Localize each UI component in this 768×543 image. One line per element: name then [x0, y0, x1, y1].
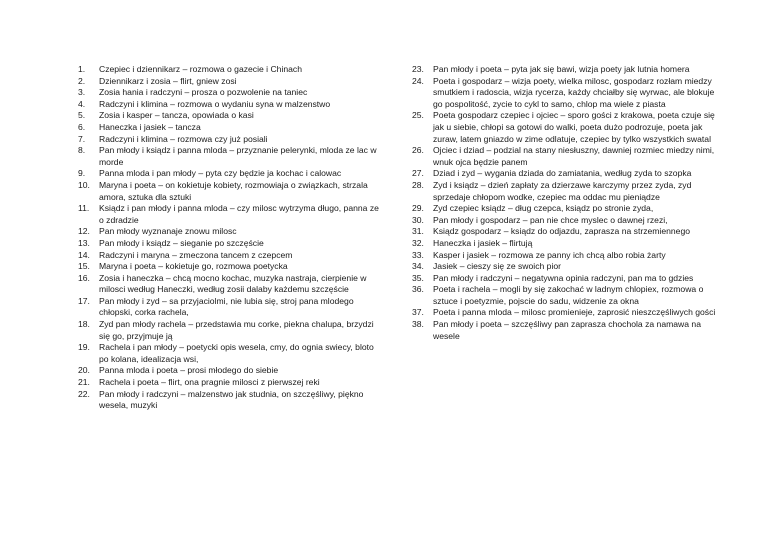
item-text: Maryna i poeta – kokietuje go, rozmowa poetycka: [99, 261, 288, 272]
list-item: [78, 319, 383, 342]
item-text: Maryna i poeta – on kokietuje kobiety, rozmowiaja o związkach, strzala amora, sztuka dla sztuki: [99, 179, 368, 202]
item-text: Poeta i gospodarz – wizja poety, wielka milosc, gospodarz rozłam miedzy smutkiem i radoscia, wizja rycerza, każdy chciałby się wyrwac, ale blokuje go pospolitość, zycie to cykl to samo, chlop ma wiele z piasta: [433, 75, 715, 109]
item-text: Panna mloda i poeta – prosi młodego do siebie: [99, 365, 279, 376]
item-text: Haneczka i jasiek – tancza: [99, 121, 201, 132]
item-number: 23.: [412, 64, 424, 74]
item-number: 12.: [78, 226, 90, 237]
item-number: 32.: [412, 237, 424, 248]
item-number: 22.: [78, 388, 90, 399]
list-item: [78, 168, 383, 180]
list-item: [412, 110, 724, 145]
item-number: 7.: [78, 133, 86, 144]
list-item: [78, 365, 383, 377]
item-number: 24.: [412, 75, 424, 86]
item-text: Dziad i zyd – wygania dziada do zamiatania, według zyda to szopka: [433, 168, 692, 179]
item-text: Zosia i kasper – tancza, opowiada o kasi: [99, 110, 254, 121]
list-item: [412, 238, 724, 250]
list-item: [78, 203, 383, 226]
item-text: Pan młody i gospodarz – pan nie chce myslec o dawnej rzezi,: [433, 214, 668, 225]
item-text: Czepiec i dziennikarz – rozmowa o gazecie i Chinach: [99, 64, 303, 74]
item-number: 11.: [78, 203, 90, 214]
item-number: 34.: [412, 261, 424, 272]
item-text: Zyd pan młody rachela – przedstawia mu corke, piekna chalupa, brzydzi się go, przyjmuje ją: [99, 319, 374, 341]
list-item: [412, 168, 724, 180]
item-number: 33.: [412, 249, 424, 260]
item-number: 36.: [412, 284, 424, 295]
item-text: Rachela i pan młody – poetycki opis wesela, cmy, do ognia swiecy, bloto po kolana, idealizacja wsi,: [99, 342, 374, 364]
list-item: [412, 76, 724, 111]
list-item: [412, 284, 724, 307]
item-number: 38.: [412, 319, 424, 330]
list-item: [78, 261, 383, 273]
item-text: Zosia hania i radczyni – prosza o pozwolenie na taniec: [99, 87, 308, 98]
item-text: Poeta i panna mloda – milosc promienieje, zaprosić nieszczęśliwych gości: [433, 307, 716, 318]
item-text: Ksiądz i pan młody i panna mloda – czy milosc wytrzyma długo, panna ze o zdradzie: [99, 203, 379, 225]
item-text: Poeta gospodarz czepiec i ojciec – sporo gości z krakowa, poeta czuje się jak u siebie, chłopi sa gotowi do walki, poeta dużo podrozuje, poeta jak zuraw, latem gniazdo w zime odlatuje, czepiec by tylko wszystkich swatal: [433, 110, 715, 144]
item-number: 10.: [78, 179, 90, 190]
list-item: [78, 87, 383, 99]
item-number: 29.: [412, 203, 424, 214]
item-number: 30.: [412, 214, 424, 225]
item-number: 31.: [412, 226, 424, 237]
list-item: [412, 250, 724, 262]
item-number: 1.: [78, 64, 86, 74]
list-item: [412, 180, 724, 203]
right-column: [412, 64, 724, 342]
list-item: [412, 307, 724, 319]
item-number: 26.: [412, 145, 424, 156]
item-text: Zosia i haneczka – chcą mocno kochac, muzyka nastraja, cierpienie w milosci według Haneczki, według zosii dalaby każdemu szczęście: [99, 272, 367, 295]
item-number: 4.: [78, 98, 86, 109]
item-text: Radczyni i maryna – zmeczona tancem z czepcem: [99, 249, 293, 260]
item-number: 37.: [412, 307, 424, 318]
item-text: Dziennikarz i zosia – flirt, gniew zosi: [99, 75, 237, 86]
scene-list-left: [78, 64, 383, 412]
item-number: 21.: [78, 377, 90, 388]
item-number: 20.: [78, 365, 90, 376]
list-item: [78, 76, 383, 88]
item-number: 17.: [78, 295, 90, 306]
list-item: [78, 273, 383, 296]
item-number: 3.: [78, 87, 86, 98]
scene-list-right: [412, 64, 724, 342]
item-text: Zyd czepiec ksiądz – dług czepca, ksiądz po stronie zyda,: [433, 203, 654, 214]
item-number: 25.: [412, 110, 424, 121]
list-item: [78, 99, 383, 111]
item-number: 9.: [78, 168, 86, 179]
item-text: Pan młody i ksiądz i panna mloda – przyznanie pelerynki, mloda ze lac w morde: [99, 145, 377, 167]
item-number: 14.: [78, 249, 90, 260]
item-number: 15.: [78, 261, 90, 272]
list-item: [78, 296, 383, 319]
item-text: Pan młody i poeta – pyta jak się bawi, wizja poety jak lutnia homera: [433, 64, 690, 74]
list-item: [78, 226, 383, 238]
item-text: Radczyni i klimina – rozmowa czy już posiali: [99, 133, 268, 144]
item-text: Radczyni i klimina – rozmowa o wydaniu syna w malzenstwo: [99, 98, 331, 109]
list-item: [412, 215, 724, 227]
item-text: Zyd i ksiądz – dzień zapłaty za dzierzawe karczymy przez zyda, zyd sprzedaje chłopom wodke, czepiec ma oddac mu pieniądze: [433, 179, 692, 202]
item-number: 16.: [78, 272, 90, 283]
item-number: 8.: [78, 145, 86, 156]
list-item: [78, 342, 383, 365]
list-item: [78, 389, 383, 412]
list-item: [78, 110, 383, 122]
left-column: [78, 64, 383, 412]
list-item: [412, 261, 724, 273]
list-item: [78, 64, 383, 76]
item-number: 13.: [78, 237, 90, 248]
item-text: Pan młody wyznanaje znowu milosc: [99, 226, 237, 237]
item-number: 27.: [412, 168, 424, 179]
item-number: 2.: [78, 75, 86, 86]
item-text: Pan młody i zyd – sa przyjaciolmi, nie lubia się, stroj pana mlodego chłopski, corka rachela,: [99, 295, 354, 318]
list-item: [412, 273, 724, 285]
list-item: [78, 134, 383, 146]
item-number: 5.: [78, 110, 86, 121]
item-number: 18.: [78, 319, 90, 330]
list-item: [78, 145, 383, 168]
item-text: Pan młody i radczyni – negatywna opinia radczyni, pan ma to gdzies: [433, 272, 694, 283]
list-item: [412, 319, 724, 342]
item-number: 28.: [412, 179, 424, 190]
item-text: Ksiądz gospodarz – ksiądz do odjazdu, zapraszа na strzemiennego: [433, 226, 691, 237]
list-item: [78, 238, 383, 250]
item-number: 35.: [412, 272, 424, 283]
list-item: [412, 64, 724, 76]
item-text: Haneczka i jasiek – flirtują: [433, 237, 533, 248]
list-item: [412, 145, 724, 168]
item-text: Pan młody i radczyni – malzenstwo jak studnia, on szczęśliwy, piękno wesela, muzyki: [99, 388, 364, 411]
item-text: Rachela i poeta – flirt, ona pragnie milosci z pierwszej reki: [99, 377, 320, 388]
item-text: Kasper i jasiek – rozmowa ze panny ich chcą albo robia żarty: [433, 249, 666, 260]
list-item: [78, 250, 383, 262]
item-text: Ojciec i dziad – podzial na stany niesłuszny, dawniej rozmiec miedzy nimi, wnuk ojca będzie panem: [433, 145, 715, 167]
list-item: [412, 226, 724, 238]
list-item: [78, 122, 383, 134]
item-text: Pan młody i ksiądz – sieganie po szczęście: [99, 237, 264, 248]
list-item: [78, 180, 383, 203]
item-text: Jasiek – cieszy się ze swoich pior: [433, 261, 561, 272]
item-text: Panna mloda i pan młody – pyta czy będzie ja kochac i calowac: [99, 168, 342, 179]
item-number: 6.: [78, 121, 86, 132]
list-item: [78, 377, 383, 389]
item-number: 19.: [78, 342, 90, 353]
list-item: [412, 203, 724, 215]
item-text: Poeta i rachela – mogli by się zakochać w ladnym chlopiex, rozmowa o sztuce i poetyzmie, pojscie do sadu, widzenie za okna: [433, 284, 704, 306]
item-text: Pan młody i poeta – szczęśliwy pan zaprasza chochola za namawa na wesele: [433, 319, 701, 341]
